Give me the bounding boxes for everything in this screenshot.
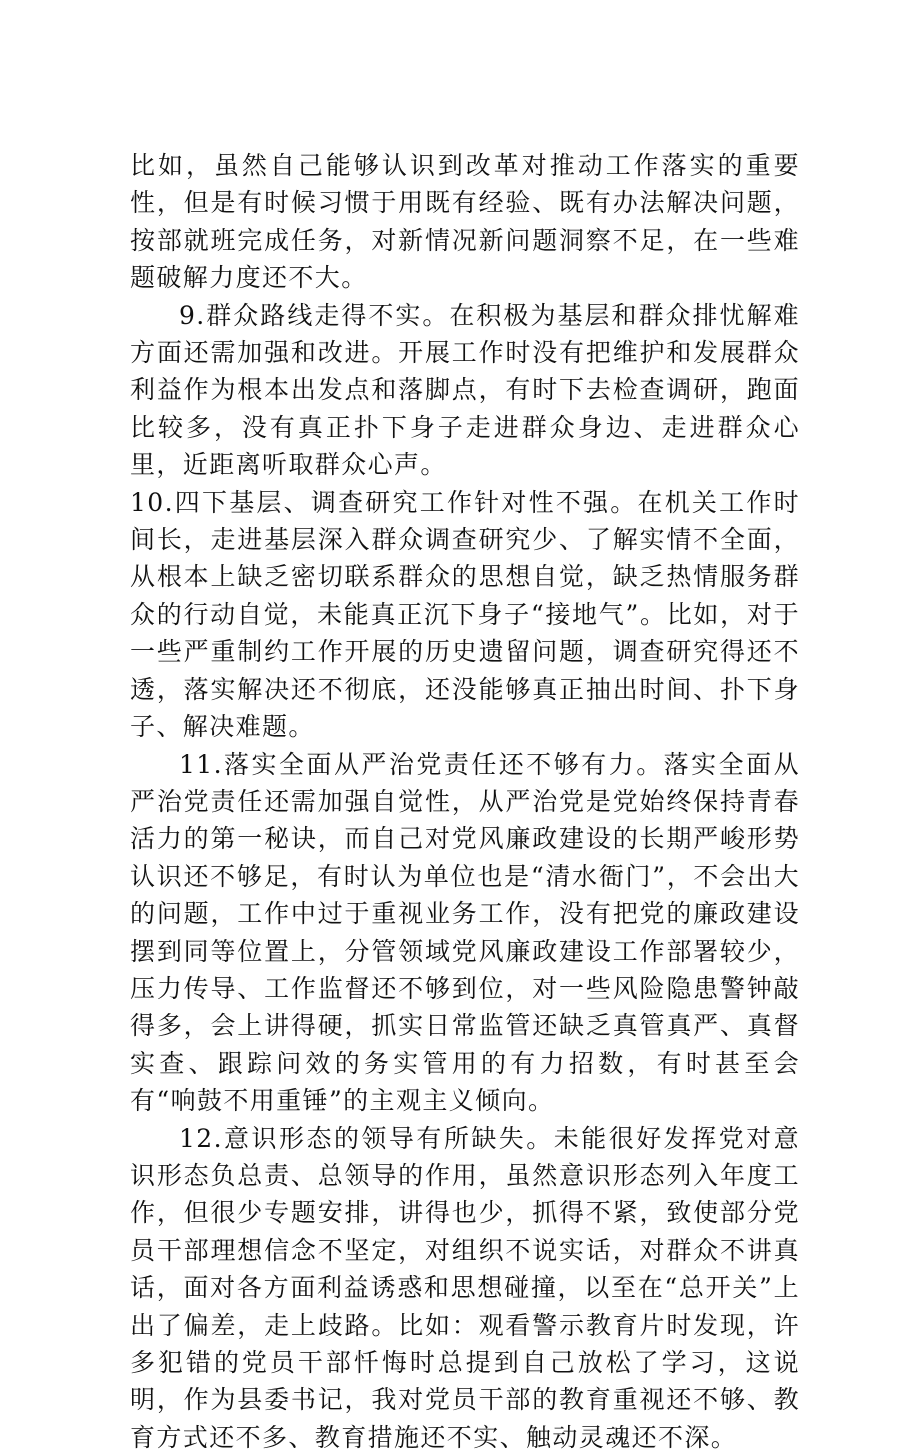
paragraph-item-10: 10.四下基层、调查研究工作针对性不强。在机关工作时间长，走进基层深入群众调查研究少、了解实情不全面，从根本上缺乏密切联系群众的思想自觉，缺乏热情服务群众的行动自觉，未能真正沉下身子“接地气”。比如，对于一些严重制约工作开展的历史遗留问题，调查研究得还不透，落实解决还不彻底，还没能够真正抽出时间、扑下身子、解决难题。 bbox=[130, 487, 800, 742]
document-body bbox=[130, 147, 800, 1456]
paragraph-item-12: 12.意识形态的领导有所缺失。未能很好发挥党对意识形态负总责、总领导的作用，虽然意识形态列入年度工作，但很少专题安排，讲得也少，抓得不紧，致使部分党员干部理想信念不坚定，对组织不说实话，对群众不讲真话，面对各方面利益诱惑和思想碰撞，以至在“总开关”上出了偏差，走上歧路。比如：观看警示教育片时发现，许多犯错的党员干部忏悔时总提到自己放松了学习，这说明，作为县委书记，我对党员干部的教育重视还不够、教育方式还不多、教育措施还不实、触动灵魂还不深。 bbox=[130, 1123, 800, 1452]
paragraph-item-11: 11.落实全面从严治党责任还不够有力。落实全面从严治党责任还需加强自觉性，从严治党是党始终保持青春活力的第一秘诀，而自己对党风廉政建设的长期严峻形势认识还不够足，有时认为单位也是“清水衙门”，不会出大的问题，工作中过于重视业务工作，没有把党的廉政建设摆到同等位置上，分管领域党风廉政建设工作部署较少，压力传导、工作监督还不够到位，对一些风险隐患警钟敲得多，会上讲得硬，抓实日常监管还缺乏真管真严、真督实查、跟踪问效的务实管用的有力招数，有时甚至会有“响鼓不用重锤”的主观主义倾向。 bbox=[130, 749, 800, 1116]
paragraph-continuation: 比如，虽然自己能够认识到改革对推动工作落实的重要性，但是有时候习惯于用既有经验、既有办法解决问题，按部就班完成任务，对新情况新问题洞察不足，在一些难题破解力度还不大。 bbox=[130, 151, 800, 293]
paragraph-item-9: 9.群众路线走得不实。在积极为基层和群众排忧解难方面还需加强和改进。开展工作时没有把维护和发展群众利益作为根本出发点和落脚点，有时下去检查调研，跑面比较多，没有真正扑下身子走进群众身边、走进群众心里，近距离听取群众心声。 bbox=[130, 300, 800, 480]
